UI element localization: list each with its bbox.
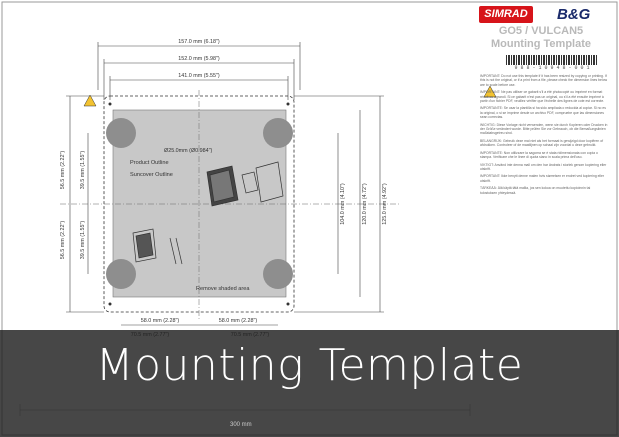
simrad-logo: SIMRAD [479,6,533,23]
note: BELANGRIJK: Gebruik deze mal niet als het formaat is gewijzigd door kopiëren of afdrukken. Controleer of de maatlijnen op schaal zijn voordat u deze gebruikt. [480,138,604,148]
warning-icon [84,95,96,106]
barcode-number: 9 8 8 - 1 0 9 4 8 - 0 0 1 [514,65,590,71]
dim-bottom-right: 58.0 mm (2.28") [218,318,258,324]
dim-bottom-left: 58.0 mm (2.28") [140,318,180,324]
dim-right-2: 120.0 mm (4.72") [362,183,368,225]
note: IMPORTANT: Do not use this template if it has been resized by copying or printing. If this is not the original, or if a print from a file, please check the dimension lines below are to scale before use. [480,74,608,87]
dim-inner-upper: 39.5 mm (1.55") [80,150,86,190]
note: IMPORTANTE: Non utilizzare la sagoma se è stata ridimensionata con copia o stampa. Verificare che le linee di quota siano in scala prima dell'uso. [480,150,598,160]
dim-right-3: 125.0 mm (4.92") [382,183,388,225]
hole-bottom-left [106,259,136,289]
dim-hole: Ø25.0mm (Ø0.984") [164,148,213,154]
barcode [506,55,598,65]
bg-logo: B&G [557,6,591,23]
dim-panel-width: 152.0 mm (5.98") [178,56,220,62]
dim-inner-lower: 39.5 mm (1.55") [80,220,86,260]
note: TÄRKEÄÄ: Älä käytä tätä mallia, jos sen kokoa on muutettu kopioinnin tai tulostuksen yhteydessä. [480,186,591,195]
ruler-label: 300 mm [230,422,252,428]
dim-left-upper: 56.5 mm (2.22") [60,150,66,190]
hole-bottom-right [263,259,293,289]
dim-outer-width: 157.0 mm (6.18") [178,39,220,45]
overlay-title: Mounting Template [95,340,524,391]
shaded-cutout [113,110,286,297]
dim-cutout-width: 141.0 mm (5.55") [178,73,220,79]
note: WICHTIG: Diese Vorlage nicht verwenden, wenn sie durch Kopieren oder Drucken in der Größe verändert wurde. Bitte prüfen Sie vor Gebrauch, ob die Bemaßungslinien maßstabsgetreu sind. [480,122,608,136]
hole-top-right [263,118,293,148]
note: VIKTIGT: Använd inte denna mall om den har ändrats i storlek genom kopiering eller utskrift. [480,162,607,171]
note: IMPORTANT: Ne pas utiliser ce gabarit s'il a été photocopié ou imprimé en format réduit ou agrandi. Si ce gabarit n'est pas un original, ou s'il a été ensuite imprimé à partir d'un fichier PDF, veuillez vérifier que l'échelle des lignes de cote est correcte. [480,90,605,104]
template-title: Mounting Template [490,38,591,50]
note: IMPORTANTE: Se usar la plantilla si ha sido ampliada o reducida al copiar. Si no es la original, o si se imprime desde un archivo PDF, compruebe que las dimensiones sean correctas. [480,106,606,120]
hole-top-left [106,118,136,148]
dim-left-lower: 56.5 mm (2.22") [60,220,66,260]
remove-shaded-label: Remove shaded area [196,286,250,292]
product-outline-label: Product Outline [130,160,169,166]
suncover-outline-label: Suncover Outline [130,172,173,178]
template-model: GO5 / VULCAN5 [498,25,584,37]
instructions-notes [480,74,608,329]
note: IMPORTANT: Ikke benytt denne malen hvis størrelsen er endret ved kopiering eller utskrift. [480,174,605,183]
dim-right-1: 104.0 mm (4.10") [340,183,346,225]
